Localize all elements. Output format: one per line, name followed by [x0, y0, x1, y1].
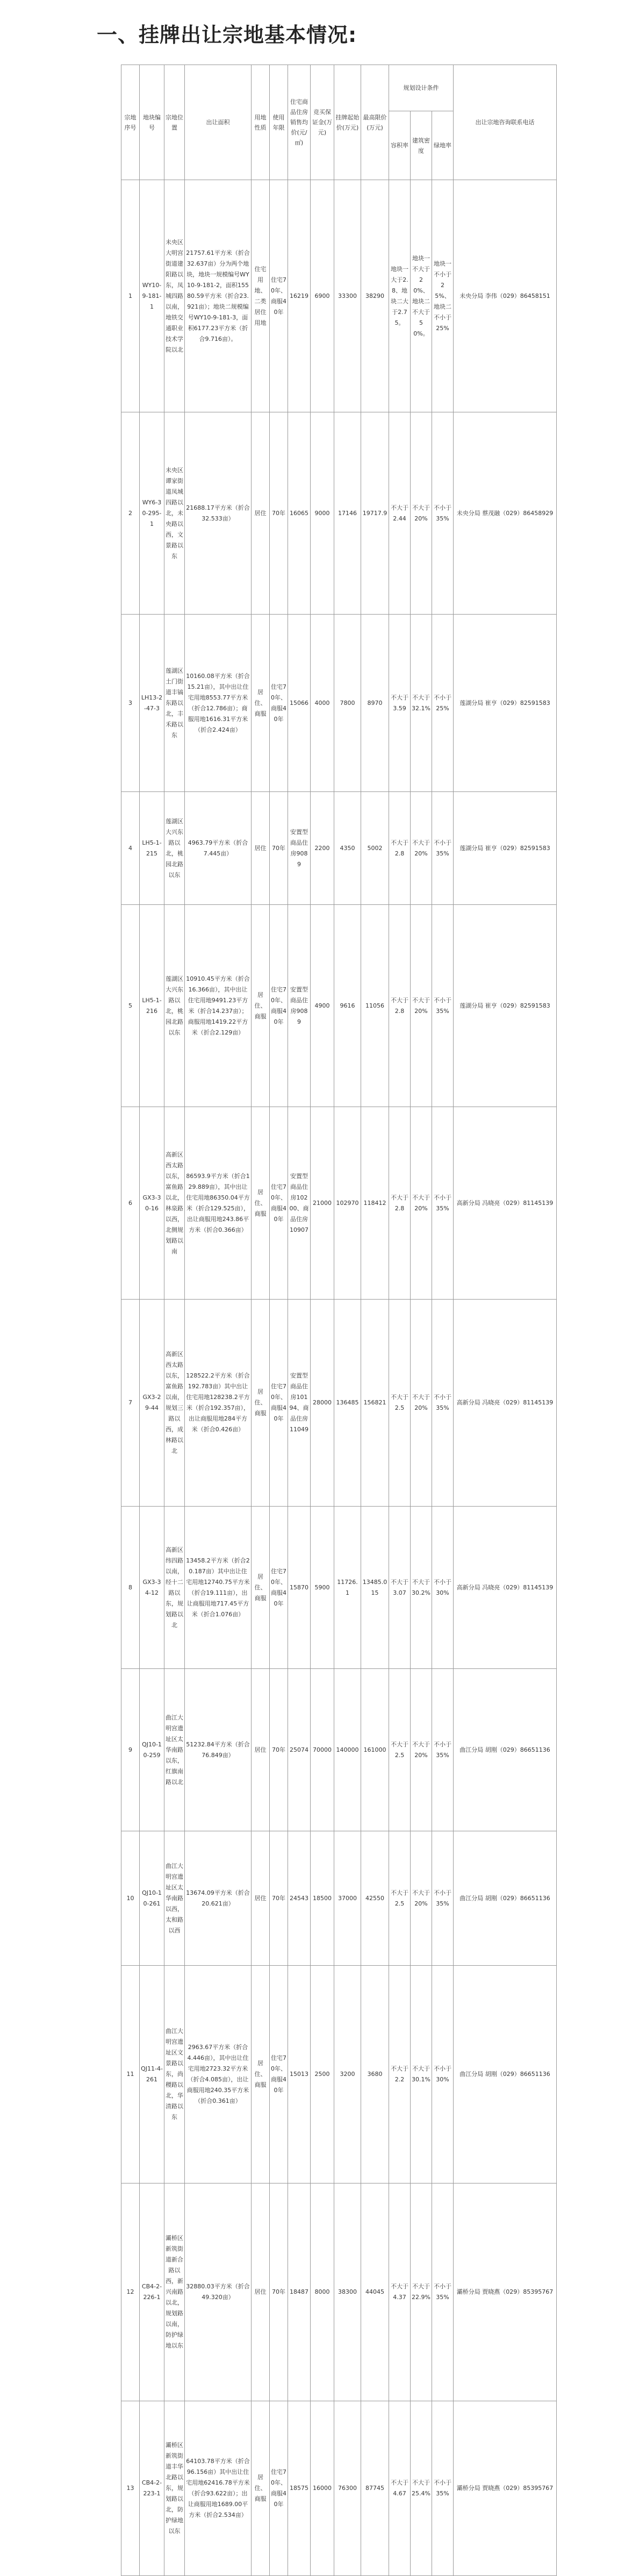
row-green: 不小于35%	[432, 2401, 454, 2576]
row-location: 灞桥区新筑街道新合路以西，新兴南路以北，规划路以南，防护绿地以东	[164, 2183, 185, 2401]
row-density: 不大于20%	[411, 792, 432, 905]
row-use: 居住、商服	[252, 1300, 270, 1507]
row-max-price: 44045	[361, 2183, 389, 2401]
table-header-row	[121, 65, 557, 111]
row-max-price: 156821	[361, 1300, 389, 1507]
row-density: 不大于30.2%	[411, 1507, 432, 1669]
row-start-price: 11726.1	[334, 1507, 361, 1669]
row-price-cap: 16065	[288, 412, 311, 615]
row-code: QJ10-10-261	[140, 1831, 164, 1966]
row-location: 高新区西太路以东，富鱼路以南，规划三路以西，成林路以北	[164, 1300, 185, 1507]
row-start-price: 7800	[334, 615, 361, 792]
row-price-cap: 15066	[288, 615, 311, 792]
row-density: 地块一不大于20%、地块二不大于50%。	[411, 180, 432, 412]
row-location: 曲江大明宫遗址区文景路以东，尚稷路以北，华清路以东	[164, 1966, 185, 2183]
row-area: 13674.09平方米（折合20.621亩）	[185, 1831, 252, 1966]
row-max-price: 11056	[361, 905, 389, 1107]
row-max-price: 8970	[361, 615, 389, 792]
row-code: LH13-2-47-3	[140, 615, 164, 792]
header-price-cap: 住宅商品住房销售均价(元/㎡)	[288, 65, 311, 180]
row-location: 曲江大明宫遗址区太华南路以东，红旗南路以北	[164, 1669, 185, 1831]
header-term: 使用年限	[270, 65, 288, 180]
row-contact: 灞桥分局 贾晓燕（029）85395767	[454, 2183, 557, 2401]
row-area: 4963.79平方米（折合7.445亩）	[185, 792, 252, 905]
row-start-price: 136485	[334, 1300, 361, 1507]
row-deposit: 8000	[311, 2183, 334, 2401]
row-density: 不大于22.9%	[411, 2183, 432, 2401]
row-location: 未央区大明宫街道建阳路以东，凤城四路以南，地铁交通职业技术学院以北	[164, 180, 185, 412]
row-start-price: 17146	[334, 412, 361, 615]
row-price-cap: 安置型商品住房10194、商品住房11049	[288, 1300, 311, 1507]
header-area: 出让面积	[185, 65, 252, 180]
row-contact: 高新分局 冯晓亮（029）81145139	[454, 1107, 557, 1300]
row-green: 不小于35%	[432, 1107, 454, 1300]
row-seq: 6	[121, 1107, 140, 1300]
row-far: 不大于2.5	[389, 1300, 411, 1507]
row-code: GX3-29-44	[140, 1300, 164, 1507]
row-start-price: 3200	[334, 1966, 361, 2183]
row-location: 未央区谭家街道凤城四路以北，未央路以西，文景路以东	[164, 412, 185, 615]
table-row	[121, 905, 557, 1107]
row-location: 灞桥区新筑街道丰华北路以东，规划路以北，防护绿地以东	[164, 2401, 185, 2576]
row-max-price: 118412	[361, 1107, 389, 1300]
row-seq: 10	[121, 1831, 140, 1966]
row-term: 70年	[270, 412, 288, 615]
header-contact: 出让宗地咨询联系电话	[454, 65, 557, 180]
row-contact: 莲湖分局 崔亨（029）82591583	[454, 905, 557, 1107]
row-far: 不大于4.37	[389, 2183, 411, 2401]
row-deposit: 4900	[311, 905, 334, 1107]
row-area: 13458.2平方米（折合20.187亩）其中出让住宅用地12740.75平方米（折合19.111亩），出让商服用地717.45平方米（折合1.076亩）	[185, 1507, 252, 1669]
row-far: 不大于2.2	[389, 1966, 411, 2183]
table-row	[121, 412, 557, 615]
row-green: 不小于35%	[432, 1669, 454, 1831]
row-price-cap: 15870	[288, 1507, 311, 1669]
table-row	[121, 1507, 557, 1669]
row-density: 不大于20%	[411, 1669, 432, 1831]
row-use: 居住、商服	[252, 905, 270, 1107]
row-max-price: 38290	[361, 180, 389, 412]
header-planning-group: 规划设计条件	[389, 65, 454, 111]
row-green: 地块一不小于25%、地块二不小于25%	[432, 180, 454, 412]
header-location: 宗地位置	[164, 65, 185, 180]
row-term: 住宅70年、商服40年	[270, 2401, 288, 2576]
row-start-price: 33300	[334, 180, 361, 412]
table-row	[121, 1107, 557, 1300]
row-density: 不大于20%	[411, 905, 432, 1107]
row-seq: 9	[121, 1669, 140, 1831]
row-price-cap: 安置型商品住房9089	[288, 905, 311, 1107]
row-code: QJ10-10-259	[140, 1669, 164, 1831]
header-deposit: 竞买保证金(万元)	[311, 65, 334, 180]
row-area: 86593.9平方米（折合129.889亩），其中出让住宅用地86350.04平方米（折合129.525亩），出让商服用地243.86平方米（折合0.366亩）	[185, 1107, 252, 1300]
row-green: 不小于35%	[432, 412, 454, 615]
table-row	[121, 615, 557, 792]
row-area: 32880.03平方米（折合49.320亩）	[185, 2183, 252, 2401]
row-price-cap: 16219	[288, 180, 311, 412]
row-deposit: 28000	[311, 1300, 334, 1507]
header-start-price: 挂牌起始价(万元)	[334, 65, 361, 180]
row-area: 21688.17平方米（折合32.533亩）	[185, 412, 252, 615]
row-seq: 2	[121, 412, 140, 615]
row-code: WY6-30-295-1	[140, 412, 164, 615]
row-deposit: 6900	[311, 180, 334, 412]
row-density: 不大于32.1%	[411, 615, 432, 792]
header-max-price: 最高限价(万元)	[361, 65, 389, 180]
row-price-cap: 安置型商品住房10200、商品住房10907	[288, 1107, 311, 1300]
row-term: 70年	[270, 1831, 288, 1966]
row-use: 居住	[252, 1831, 270, 1966]
row-code: CB4-2-226-1	[140, 2183, 164, 2401]
row-contact: 莲湖分局 崔亨（029）82591583	[454, 615, 557, 792]
row-code: LH5-1-215	[140, 792, 164, 905]
row-far: 不大于4.67	[389, 2401, 411, 2576]
table-row	[121, 1831, 557, 1966]
row-term: 住宅70年、商服40年	[270, 1107, 288, 1300]
row-seq: 1	[121, 180, 140, 412]
row-start-price: 38300	[334, 2183, 361, 2401]
row-deposit: 16000	[311, 2401, 334, 2576]
row-contact: 灞桥分局 贾晓燕（029）85395767	[454, 2401, 557, 2576]
row-use: 居住	[252, 1669, 270, 1831]
table-row	[121, 1300, 557, 1507]
row-use: 居住、商服	[252, 1507, 270, 1669]
row-code: CB4-2-223-1	[140, 2401, 164, 2576]
row-use: 居住、商服	[252, 1966, 270, 2183]
row-density: 不大于20%	[411, 1831, 432, 1966]
table-row	[121, 792, 557, 905]
row-far: 不大于2.5	[389, 1669, 411, 1831]
row-start-price: 37000	[334, 1831, 361, 1966]
row-contact: 莲湖分局 崔亨（029）82591583	[454, 792, 557, 905]
table-row	[121, 2401, 557, 2576]
row-contact: 曲江分局 胡刚（029）86651136	[454, 1966, 557, 2183]
row-location: 高新区纬四路以南，经十二路以东，规划路以北	[164, 1507, 185, 1669]
row-seq: 11	[121, 1966, 140, 2183]
header-code: 地块编号	[140, 65, 164, 180]
row-area: 2963.67平方米（折合4.446亩），其中出让住宅用地2723.32平方米（折合4.085亩），出让商服用地240.35平方米（折合0.361亩）	[185, 1966, 252, 2183]
row-term: 住宅70年、商服40年	[270, 1507, 288, 1669]
row-price-cap: 25074	[288, 1669, 311, 1831]
row-use: 居住	[252, 2183, 270, 2401]
row-seq: 5	[121, 905, 140, 1107]
row-green: 不小于30%	[432, 1507, 454, 1669]
row-code: QJ11-4-261	[140, 1966, 164, 2183]
row-start-price: 76300	[334, 2401, 361, 2576]
row-seq: 12	[121, 2183, 140, 2401]
row-green: 不小于35%	[432, 2183, 454, 2401]
row-seq: 4	[121, 792, 140, 905]
row-far: 地块一大于2.8、地块二大于2.75。	[389, 180, 411, 412]
row-deposit: 5900	[311, 1507, 334, 1669]
row-code: LH5-1-216	[140, 905, 164, 1107]
row-price-cap: 18487	[288, 2183, 311, 2401]
row-price-cap: 24543	[288, 1831, 311, 1966]
row-far: 不大于3.07	[389, 1507, 411, 1669]
row-term: 住宅70年、商服40年	[270, 180, 288, 412]
row-start-price: 4350	[334, 792, 361, 905]
row-far: 不大于2.8	[389, 792, 411, 905]
row-code: GX3-30-16	[140, 1107, 164, 1300]
row-term: 70年	[270, 792, 288, 905]
header-green: 绿地率	[432, 111, 454, 180]
row-code: WY10-9-181-1	[140, 180, 164, 412]
row-density: 不大于20%	[411, 1107, 432, 1300]
row-contact: 曲江分局 胡刚（029）86651136	[454, 1831, 557, 1966]
row-contact: 高新分局 冯晓亮（029）81145139	[454, 1507, 557, 1669]
row-area: 21757.61平方米（折合32.637亩）分为两个地块，地块一规模编号WY10-9-181-2，面积15580.59平方米（折合23.921亩）；地块二规模编号WY10-9-181-3，面积6177.23平方米（折合9.716亩）。	[185, 180, 252, 412]
row-location: 莲湖区大兴东路以北，桃园北路以东	[164, 792, 185, 905]
section-heading: 一、挂牌出让宗地基本情况:	[97, 23, 357, 47]
row-area: 128522.2平方米（折合192.783亩）其中出让住宅用地128238.2平方米（折合192.357亩），出让商服用地284平方米（折合0.426亩）	[185, 1300, 252, 1507]
row-seq: 7	[121, 1300, 140, 1507]
row-seq: 3	[121, 615, 140, 792]
table-row	[121, 1966, 557, 2183]
row-far: 不大于2.8	[389, 1107, 411, 1300]
row-location: 曲江大明宫遗址区太华南路以西，太和路以西	[164, 1831, 185, 1966]
row-term: 70年	[270, 1669, 288, 1831]
row-green: 不小于35%	[432, 1831, 454, 1966]
table-row	[121, 180, 557, 412]
row-green: 不小于35%	[432, 905, 454, 1107]
row-deposit: 9000	[311, 412, 334, 615]
row-area: 10910.45平方米（折合16.366亩），其中出让住宅用地9491.23平方米（折合14.237亩）；商服用地1419.22平方米（折合2.129亩）	[185, 905, 252, 1107]
row-deposit: 18500	[311, 1831, 334, 1966]
row-green: 不小于25%	[432, 615, 454, 792]
row-deposit: 2200	[311, 792, 334, 905]
row-seq: 13	[121, 2401, 140, 2576]
row-term: 住宅70年、商服40年	[270, 1966, 288, 2183]
row-density: 不大于30.1%	[411, 1966, 432, 2183]
row-far: 不大于3.59	[389, 615, 411, 792]
row-contact: 未央分局 蔡茂融（029）86458929	[454, 412, 557, 615]
row-use: 居住	[252, 792, 270, 905]
row-max-price: 19717.9	[361, 412, 389, 615]
row-term: 住宅70年、商服40年	[270, 1300, 288, 1507]
land-parcel-table	[121, 65, 557, 2576]
header-density: 建筑密度	[411, 111, 432, 180]
row-density: 不大于20%	[411, 1300, 432, 1507]
row-use: 居住、商服	[252, 1107, 270, 1300]
row-max-price: 13485.015	[361, 1507, 389, 1669]
row-use: 居住、商服	[252, 2401, 270, 2576]
row-contact: 未央分局 李伟（029）86458151	[454, 180, 557, 412]
row-term: 70年	[270, 2183, 288, 2401]
row-start-price: 9616	[334, 905, 361, 1107]
row-max-price: 3680	[361, 1966, 389, 2183]
row-start-price: 102970	[334, 1107, 361, 1300]
row-max-price: 42550	[361, 1831, 389, 1966]
table-body	[121, 180, 557, 2576]
row-max-price: 161000	[361, 1669, 389, 1831]
table-row	[121, 1669, 557, 1831]
row-green: 不小于35%	[432, 1300, 454, 1507]
row-deposit: 4000	[311, 615, 334, 792]
row-area: 64103.78平方米（折合96.156亩）其中出让住宅用地62416.78平方米（折合93.622亩）；出让商服用地1689.00平方米（折合2.534亩）	[185, 2401, 252, 2576]
row-location: 莲湖区大兴东路以北，桃园北路以东	[164, 905, 185, 1107]
row-price-cap: 15013	[288, 1966, 311, 2183]
header-use: 用地性质	[252, 65, 270, 180]
row-deposit: 2500	[311, 1966, 334, 2183]
row-contact: 高新分局 冯晓亮（029）81145139	[454, 1300, 557, 1507]
row-green: 不小于35%	[432, 792, 454, 905]
header-seq: 宗地序号	[121, 65, 140, 180]
row-density: 不大于20%	[411, 412, 432, 615]
row-contact: 曲江分局 胡刚（029）86651136	[454, 1669, 557, 1831]
row-area: 51232.84平方米（折合76.849亩）	[185, 1669, 252, 1831]
row-far: 不大于2.5	[389, 1831, 411, 1966]
row-location: 高新区西太路以东，富鱼路以北，林泉路以西，北侧规划路以南	[164, 1107, 185, 1300]
row-seq: 8	[121, 1507, 140, 1669]
row-price-cap: 安置型商品住房9089	[288, 792, 311, 905]
row-use: 住宅用地、二类居住用地	[252, 180, 270, 412]
row-max-price: 5002	[361, 792, 389, 905]
table-row	[121, 2183, 557, 2401]
row-start-price: 140000	[334, 1669, 361, 1831]
row-density: 不大于25.4%	[411, 2401, 432, 2576]
row-area: 10160.08平方米（折合15.21亩），其中出让住宅用地8553.77平方米（折合12.786亩）；商服用地1616.31平方米（折合2.424亩）	[185, 615, 252, 792]
row-green: 不小于30%	[432, 1966, 454, 2183]
row-use: 居住、商服	[252, 615, 270, 792]
row-far: 不大于2.44	[389, 412, 411, 615]
row-use: 居住	[252, 412, 270, 615]
row-term: 住宅70年、商服40年	[270, 615, 288, 792]
row-max-price: 87745	[361, 2401, 389, 2576]
row-term: 住宅70年、商服40年	[270, 905, 288, 1107]
header-far: 容积率	[389, 111, 411, 180]
row-deposit: 70000	[311, 1669, 334, 1831]
row-deposit: 21000	[311, 1107, 334, 1300]
row-price-cap: 18575	[288, 2401, 311, 2576]
row-code: GX3-34-12	[140, 1507, 164, 1669]
row-far: 不大于2.8	[389, 905, 411, 1107]
row-location: 莲湖区土门街道丰镐东路以北，丰禾路以东	[164, 615, 185, 792]
